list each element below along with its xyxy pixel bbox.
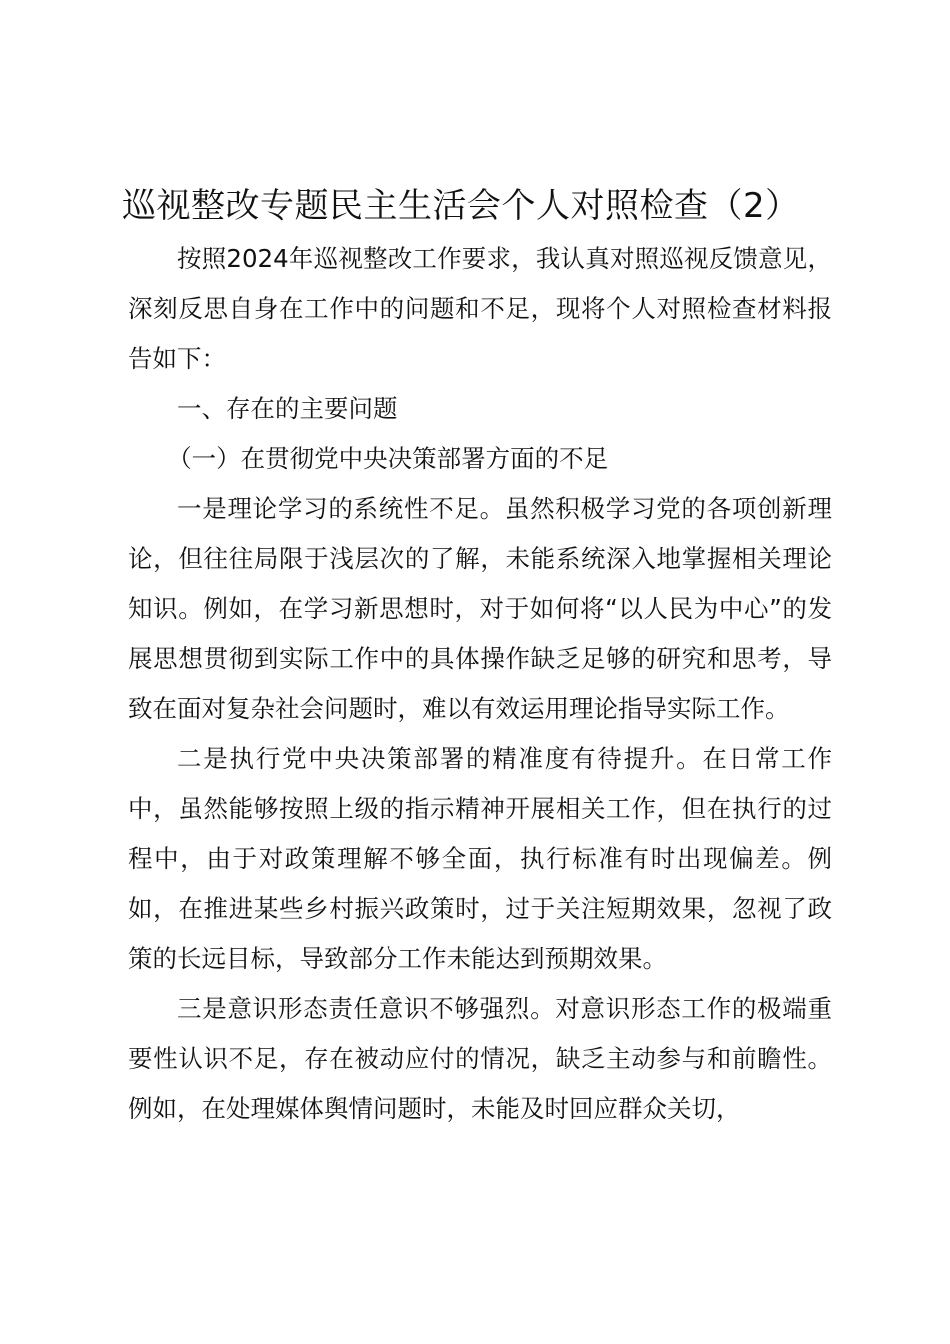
body-paragraph-3: 三是意识形态责任意识不够强烈。对意识形态工作的极端重要性认识不足，存在被动应付的情况，缺乏主动参与和前瞻性。例如，在处理媒体舆情问题时，未能及时回应群众关切， — [128, 994, 832, 1123]
subsection-heading: （一）在贯彻党中央决策部署方面的不足 — [167, 444, 609, 473]
section-heading: 一、存在的主要问题 — [177, 394, 398, 423]
document-title: 巡视整改专题民主生活会个人对照检查（2） — [122, 186, 800, 226]
body-paragraph-2: 二是执行党中央决策部署的精准度有待提升。在日常工作中，虽然能够按照上级的指示精神开展相关工作，但在执行的过程中，由于对政策理解不够全面，执行标准有时出现偏差。例如，在推进某些乡村振兴政策时，过于关注短期效果，忽视了政策的长远目标，导致部分工作未能达到预期效果。 — [128, 744, 832, 973]
document-body — [122, 178, 832, 1134]
intro-paragraph: 按照2024年巡视整改工作要求，我认真对照巡视反馈意见，深刻反思自身在工作中的问题和不足，现将个人对照检查材料报告如下： — [128, 244, 832, 373]
body-paragraph-1: 一是理论学习的系统性不足。虽然积极学习党的各项创新理论，但往往局限于浅层次的了解，未能系统深入地掌握相关理论知识。例如，在学习新思想时，对于如何将“以人民为中心”的发展思想贯彻到实际工作中的具体操作缺乏足够的研究和思考，导致在面对复杂社会问题时，难以有效运用理论指导实际工作。 — [128, 494, 832, 723]
